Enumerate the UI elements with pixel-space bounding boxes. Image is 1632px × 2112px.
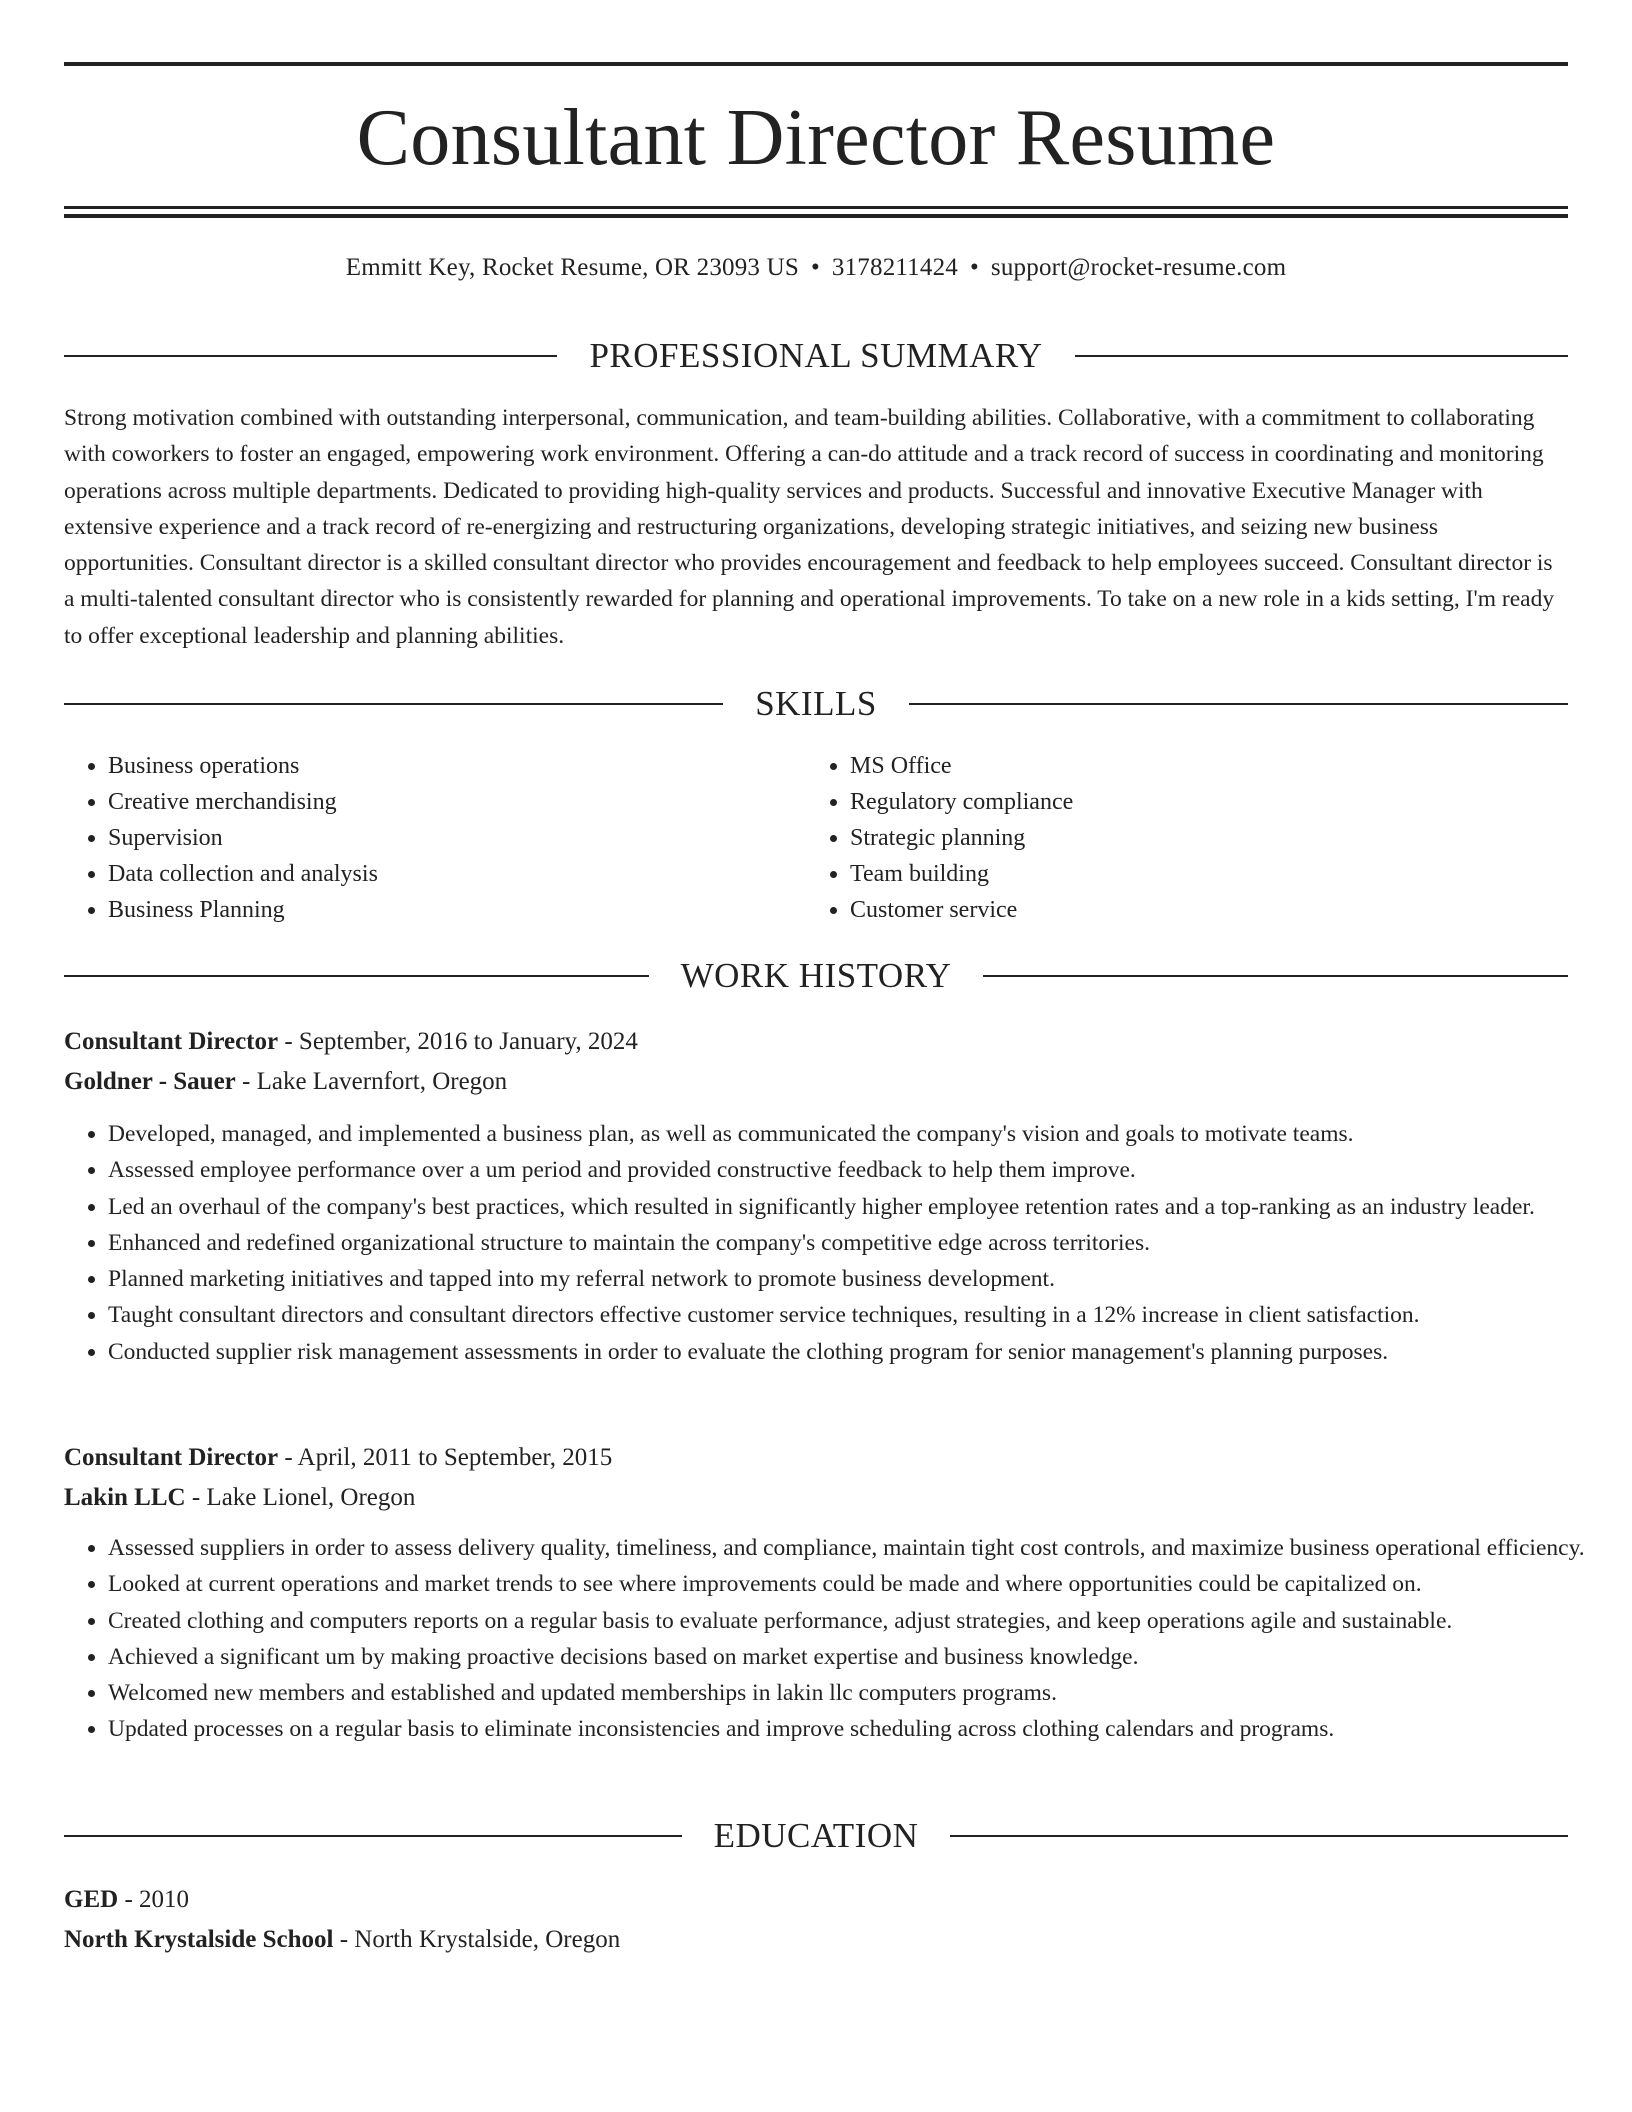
education-location: - North Krystalside, Oregon [333,1926,621,1953]
job-company-line [64,1478,1568,1518]
contact-address: Emmitt Key, Rocket Resume, OR 23093 US [345,254,799,281]
job-title-line [64,1438,1568,1478]
education-degree: GED [64,1886,119,1913]
education-degree-line [64,1880,1568,1920]
job-bullet: • Achieved a significant um by making proactive decisions based on market expertise and business knowledge. [108,1639,1612,1675]
skill-item: • Team building [850,856,1548,892]
education-year: - 2010 [118,1886,190,1913]
section-title: SKILLS [755,684,877,723]
contact-separator: • [969,254,979,281]
job-bullet: • Updated processes on a regular basis to eliminate inconsistencies and improve scheduling across clothing calendars and programs. [108,1711,1612,1747]
job-company: Lakin LLC [64,1484,186,1511]
page-title: Consultant Director Resume [356,94,1276,182]
section-header-education [64,1816,1568,1856]
job-bullet: • Assessed suppliers in order to assess delivery quality, timeliness, and compliance, maintain tight cost controls, and maximize business operational efficiency. [108,1530,1612,1566]
job-bullet: • Welcomed new members and established and updated memberships in lakin llc computers programs. [108,1675,1612,1711]
section-rule [983,975,1568,977]
section-rule [64,355,557,357]
skills-column-right [806,748,1548,928]
job-bullet: • Conducted supplier risk management assessments in order to evaluate the clothing program for senior management's planning purposes. [108,1334,1612,1370]
skill-item: • Data collection and analysis [108,856,806,892]
job-title-line [64,1022,1568,1062]
job-bullet: • Enhanced and redefined organizational structure to maintain the company's competitive edge across territories. [108,1225,1612,1261]
job-bullet: • Led an overhaul of the company's best practices, which resulted in significantly higher employee retention rates and a top-ranking as an industry leader. [108,1189,1612,1225]
job-bullets [64,1116,1612,1370]
top-rule [64,62,1568,66]
job-location: - Lake Lionel, Oregon [185,1484,416,1511]
education-school-line [64,1920,1568,1960]
job-company: Goldner - Sauer [64,1068,236,1095]
section-rule [64,975,649,977]
skill-item: • Regulatory compliance [850,784,1548,820]
section-rule [64,703,723,705]
summary-text: Strong motivation combined with outstanding interpersonal, communication, and team-building abilities. Collaborative, with a commitment to collaborating with coworkers to foster an engaged, empowering work environment. Offering a can-do attitude and a track record of success in coordinating and monitoring operations across multiple departments. Dedicated to providing high-quality services and products. Successful and innovative Executive Manager with extensive experience and a track record of re-energizing and restructuring organizations, developing strategic initiatives, and seizing new business opportunities. Consultant director is a skilled consultant director who provides encouragement and feedback to help employees succeed. Consultant director is a multi-talented consultant director who is consistently rewarded for planning and operational improvements. To take on a new role in a kids setting, I'm ready to offer exceptional leadership and planning abilities. [64,405,1555,649]
job-dates: - September, 2016 to January, 2024 [278,1028,638,1055]
job-bullet: • Planned marketing initiatives and tapped into my referral network to promote business development. [108,1261,1612,1297]
section-rule [1075,355,1568,357]
job-bullet: • Developed, managed, and implemented a business plan, as well as communicated the company's vision and goals to motivate teams. [108,1116,1612,1152]
skills-list [64,748,1568,928]
section-header-work-history [64,956,1568,996]
skills-column-left [64,748,806,928]
job-dates: - April, 2011 to September, 2015 [278,1444,613,1471]
contact-email[interactable]: support@rocket-resume.com [990,254,1287,281]
job-company-line [64,1062,1568,1102]
contact-separator: • [810,254,820,281]
section-title: EDUCATION [713,1816,919,1855]
education-school: North Krystalside School [64,1926,334,1953]
skill-item: • Business operations [108,748,806,784]
job-bullet: • Taught consultant directors and consultant directors effective customer service techniques, resulting in a 12% increase in client satisfaction. [108,1297,1612,1333]
contact-phone: 3178211424 [831,254,958,281]
skill-item: • Strategic planning [850,820,1548,856]
job-bullet: • Looked at current operations and market trends to see where improvements could be made and where opportunities could be capitalized on. [108,1566,1612,1602]
job-title: Consultant Director [64,1444,279,1471]
section-rule [909,703,1568,705]
skill-item: • Business Planning [108,892,806,928]
skill-item: • Customer service [850,892,1548,928]
section-header-skills [64,684,1568,724]
skill-item: • MS Office [850,748,1548,784]
job-bullet: • Assessed employee performance over a um period and provided constructive feedback to help them improve. [108,1152,1612,1188]
section-title: PROFESSIONAL SUMMARY [589,336,1043,375]
title-double-rule [64,206,1568,218]
section-rule [950,1835,1568,1837]
contact-line [64,253,1568,283]
skill-item: • Supervision [108,820,806,856]
section-rule [64,1835,682,1837]
job-location: - Lake Lavernfort, Oregon [235,1068,508,1095]
job-bullets [64,1530,1612,1748]
section-header-summary [64,336,1568,376]
job-title: Consultant Director [64,1028,279,1055]
section-title: WORK HISTORY [680,956,952,995]
skill-item: • Creative merchandising [108,784,806,820]
job-bullet: • Created clothing and computers reports on a regular basis to evaluate performance, adjust strategies, and keep operations agile and sustainable. [108,1603,1612,1639]
